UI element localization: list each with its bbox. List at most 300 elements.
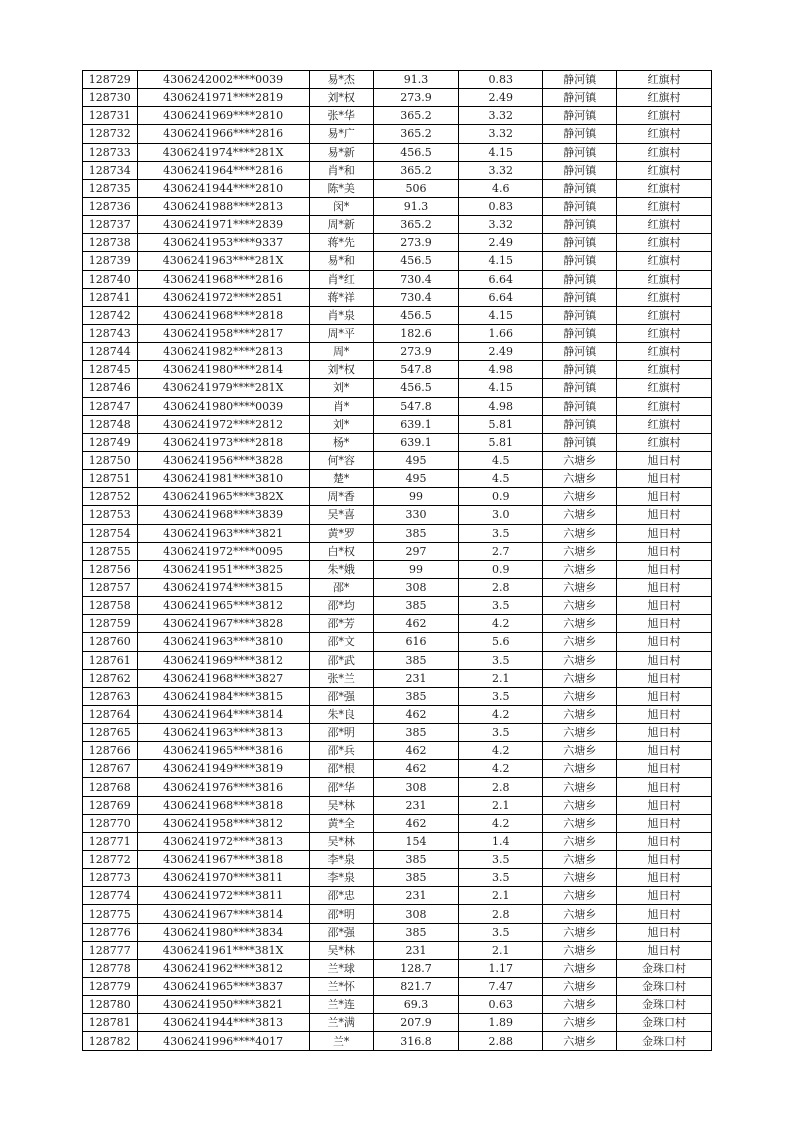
id-number-cell: 4306241971****2839 — [137, 216, 309, 234]
area-cell: 4.6 — [459, 179, 543, 197]
table-row — [83, 524, 712, 542]
row-number-cell: 128759 — [83, 615, 138, 633]
township-cell: 静河镇 — [543, 379, 617, 397]
row-number-cell: 128748 — [83, 415, 138, 433]
name-cell: 蒋*先 — [309, 234, 373, 252]
township-cell: 六塘乡 — [543, 524, 617, 542]
amount-cell: 462 — [373, 705, 458, 723]
amount-cell: 616 — [373, 633, 458, 651]
township-cell: 静河镇 — [543, 415, 617, 433]
row-number-cell: 128776 — [83, 923, 138, 941]
id-number-cell: 4306241963****3813 — [137, 724, 309, 742]
village-cell: 红旗村 — [617, 125, 712, 143]
table-row — [83, 651, 712, 669]
id-number-cell: 4306241980****2814 — [137, 361, 309, 379]
name-cell: 吴*林 — [309, 832, 373, 850]
township-cell: 静河镇 — [543, 89, 617, 107]
id-number-cell: 4306241965****3812 — [137, 597, 309, 615]
area-cell: 2.1 — [459, 941, 543, 959]
area-cell: 3.5 — [459, 851, 543, 869]
table-row — [83, 905, 712, 923]
village-cell: 旭日村 — [617, 832, 712, 850]
township-cell: 六塘乡 — [543, 705, 617, 723]
table-row — [83, 923, 712, 941]
area-cell: 3.0 — [459, 506, 543, 524]
amount-cell: 385 — [373, 524, 458, 542]
name-cell: 刘* — [309, 415, 373, 433]
id-number-cell: 4306241971****2819 — [137, 89, 309, 107]
village-cell: 旭日村 — [617, 560, 712, 578]
row-number-cell: 128771 — [83, 832, 138, 850]
village-cell: 红旗村 — [617, 361, 712, 379]
name-cell: 肖*红 — [309, 270, 373, 288]
table-row — [83, 451, 712, 469]
amount-cell: 456.5 — [373, 143, 458, 161]
village-cell: 旭日村 — [617, 742, 712, 760]
area-cell: 7.47 — [459, 978, 543, 996]
name-cell: 兰*连 — [309, 996, 373, 1014]
name-cell: 周*香 — [309, 488, 373, 506]
amount-cell: 128.7 — [373, 959, 458, 977]
township-cell: 六塘乡 — [543, 832, 617, 850]
village-cell: 旭日村 — [617, 705, 712, 723]
township-cell: 六塘乡 — [543, 742, 617, 760]
village-cell: 红旗村 — [617, 306, 712, 324]
table-row — [83, 306, 712, 324]
id-number-cell: 4306241979****281X — [137, 379, 309, 397]
name-cell: 张*兰 — [309, 669, 373, 687]
township-cell: 静河镇 — [543, 288, 617, 306]
table-row — [83, 941, 712, 959]
name-cell: 陈*美 — [309, 179, 373, 197]
table-row — [83, 887, 712, 905]
row-number-cell: 128751 — [83, 470, 138, 488]
table-row — [83, 832, 712, 850]
row-number-cell: 128781 — [83, 1014, 138, 1032]
area-cell: 3.5 — [459, 869, 543, 887]
township-cell: 六塘乡 — [543, 851, 617, 869]
village-cell: 红旗村 — [617, 71, 712, 89]
row-number-cell: 128778 — [83, 959, 138, 977]
amount-cell: 231 — [373, 796, 458, 814]
row-number-cell: 128770 — [83, 814, 138, 832]
area-cell: 2.7 — [459, 542, 543, 560]
table-row — [83, 470, 712, 488]
amount-cell: 99 — [373, 488, 458, 506]
village-cell: 旭日村 — [617, 651, 712, 669]
amount-cell: 385 — [373, 869, 458, 887]
area-cell: 2.88 — [459, 1032, 543, 1050]
table-row — [83, 1014, 712, 1032]
table-row — [83, 796, 712, 814]
row-number-cell: 128730 — [83, 89, 138, 107]
name-cell: 刘* — [309, 379, 373, 397]
amount-cell: 385 — [373, 851, 458, 869]
table-row — [83, 597, 712, 615]
id-number-cell: 4306241980****3834 — [137, 923, 309, 941]
amount-cell: 456.5 — [373, 379, 458, 397]
name-cell: 朱*良 — [309, 705, 373, 723]
row-number-cell: 128729 — [83, 71, 138, 89]
village-cell: 旭日村 — [617, 615, 712, 633]
amount-cell: 462 — [373, 760, 458, 778]
row-number-cell: 128762 — [83, 669, 138, 687]
id-number-cell: 4306241964****3814 — [137, 705, 309, 723]
amount-cell: 365.2 — [373, 125, 458, 143]
amount-cell: 182.6 — [373, 324, 458, 342]
id-number-cell: 4306241974****281X — [137, 143, 309, 161]
id-number-cell: 4306241973****2818 — [137, 433, 309, 451]
village-cell: 旭日村 — [617, 687, 712, 705]
id-number-cell: 4306241967****3818 — [137, 851, 309, 869]
village-cell: 旭日村 — [617, 597, 712, 615]
township-cell: 静河镇 — [543, 397, 617, 415]
id-number-cell: 4306241972****0095 — [137, 542, 309, 560]
village-cell: 红旗村 — [617, 343, 712, 361]
village-cell: 红旗村 — [617, 252, 712, 270]
name-cell: 刘*权 — [309, 89, 373, 107]
row-number-cell: 128746 — [83, 379, 138, 397]
name-cell: 蒋*祥 — [309, 288, 373, 306]
area-cell: 3.5 — [459, 524, 543, 542]
township-cell: 六塘乡 — [543, 887, 617, 905]
area-cell: 2.8 — [459, 778, 543, 796]
area-cell: 2.49 — [459, 234, 543, 252]
area-cell: 4.15 — [459, 306, 543, 324]
amount-cell: 730.4 — [373, 288, 458, 306]
village-cell: 旭日村 — [617, 778, 712, 796]
row-number-cell: 128774 — [83, 887, 138, 905]
village-cell: 旭日村 — [617, 542, 712, 560]
amount-cell: 91.3 — [373, 71, 458, 89]
name-cell: 杨* — [309, 433, 373, 451]
table-row — [83, 379, 712, 397]
table-row — [83, 669, 712, 687]
name-cell: 周* — [309, 343, 373, 361]
township-cell: 六塘乡 — [543, 578, 617, 596]
row-number-cell: 128739 — [83, 252, 138, 270]
name-cell: 兰*球 — [309, 959, 373, 977]
name-cell: 肖*泉 — [309, 306, 373, 324]
township-cell: 六塘乡 — [543, 615, 617, 633]
id-number-cell: 4306241980****0039 — [137, 397, 309, 415]
data-table — [82, 70, 712, 1051]
township-cell: 六塘乡 — [543, 633, 617, 651]
table-row — [83, 506, 712, 524]
area-cell: 2.1 — [459, 887, 543, 905]
table-row — [83, 125, 712, 143]
area-cell: 4.2 — [459, 615, 543, 633]
table-row — [83, 705, 712, 723]
table-row — [83, 324, 712, 342]
amount-cell: 231 — [373, 941, 458, 959]
township-cell: 六塘乡 — [543, 651, 617, 669]
row-number-cell: 128775 — [83, 905, 138, 923]
name-cell: 周*平 — [309, 324, 373, 342]
amount-cell: 308 — [373, 778, 458, 796]
township-cell: 静河镇 — [543, 125, 617, 143]
id-number-cell: 4306241965****3837 — [137, 978, 309, 996]
township-cell: 六塘乡 — [543, 814, 617, 832]
township-cell: 六塘乡 — [543, 796, 617, 814]
name-cell: 易*和 — [309, 252, 373, 270]
amount-cell: 273.9 — [373, 343, 458, 361]
row-number-cell: 128732 — [83, 125, 138, 143]
village-cell: 红旗村 — [617, 89, 712, 107]
table-row — [83, 107, 712, 125]
amount-cell: 330 — [373, 506, 458, 524]
village-cell: 红旗村 — [617, 324, 712, 342]
table-row — [83, 415, 712, 433]
id-number-cell: 4306241964****2816 — [137, 161, 309, 179]
row-number-cell: 128754 — [83, 524, 138, 542]
id-number-cell: 4306241972****3811 — [137, 887, 309, 905]
area-cell: 1.4 — [459, 832, 543, 850]
table-row — [83, 869, 712, 887]
village-cell: 旭日村 — [617, 524, 712, 542]
id-number-cell: 4306241972****2812 — [137, 415, 309, 433]
area-cell: 0.63 — [459, 996, 543, 1014]
village-cell: 红旗村 — [617, 379, 712, 397]
id-number-cell: 4306241967****3814 — [137, 905, 309, 923]
table-row — [83, 488, 712, 506]
name-cell: 吴*林 — [309, 941, 373, 959]
area-cell: 4.5 — [459, 470, 543, 488]
amount-cell: 385 — [373, 923, 458, 941]
id-number-cell: 4306241958****3812 — [137, 814, 309, 832]
amount-cell: 547.8 — [373, 397, 458, 415]
name-cell: 兰* — [309, 1032, 373, 1050]
id-number-cell: 4306241953****9337 — [137, 234, 309, 252]
row-number-cell: 128772 — [83, 851, 138, 869]
township-cell: 六塘乡 — [543, 488, 617, 506]
id-number-cell: 4306241966****2816 — [137, 125, 309, 143]
area-cell: 3.5 — [459, 724, 543, 742]
area-cell: 5.81 — [459, 433, 543, 451]
amount-cell: 385 — [373, 687, 458, 705]
row-number-cell: 128764 — [83, 705, 138, 723]
name-cell: 易*新 — [309, 143, 373, 161]
table-row — [83, 179, 712, 197]
id-number-cell: 4306241981****3810 — [137, 470, 309, 488]
amount-cell: 730.4 — [373, 270, 458, 288]
row-number-cell: 128761 — [83, 651, 138, 669]
village-cell: 旭日村 — [617, 724, 712, 742]
table-row — [83, 996, 712, 1014]
table-row — [83, 959, 712, 977]
id-number-cell: 4306241944****3813 — [137, 1014, 309, 1032]
row-number-cell: 128740 — [83, 270, 138, 288]
amount-cell: 495 — [373, 470, 458, 488]
township-cell: 静河镇 — [543, 252, 617, 270]
name-cell: 闵* — [309, 197, 373, 215]
township-cell: 六塘乡 — [543, 506, 617, 524]
amount-cell: 231 — [373, 669, 458, 687]
table-row — [83, 778, 712, 796]
name-cell: 邵*忠 — [309, 887, 373, 905]
amount-cell: 365.2 — [373, 161, 458, 179]
amount-cell: 495 — [373, 451, 458, 469]
township-cell: 静河镇 — [543, 361, 617, 379]
row-number-cell: 128758 — [83, 597, 138, 615]
village-cell: 红旗村 — [617, 270, 712, 288]
name-cell: 刘*权 — [309, 361, 373, 379]
table-row — [83, 760, 712, 778]
name-cell: 易*杰 — [309, 71, 373, 89]
area-cell: 4.98 — [459, 397, 543, 415]
table-row — [83, 361, 712, 379]
village-cell: 红旗村 — [617, 143, 712, 161]
table-row — [83, 270, 712, 288]
name-cell: 吴*林 — [309, 796, 373, 814]
amount-cell: 154 — [373, 832, 458, 850]
township-cell: 六塘乡 — [543, 978, 617, 996]
name-cell: 邵* — [309, 578, 373, 596]
village-cell: 金珠口村 — [617, 1032, 712, 1050]
amount-cell: 365.2 — [373, 216, 458, 234]
amount-cell: 273.9 — [373, 89, 458, 107]
table-row — [83, 397, 712, 415]
village-cell: 旭日村 — [617, 669, 712, 687]
id-number-cell: 4306241944****2810 — [137, 179, 309, 197]
table-row — [83, 687, 712, 705]
name-cell: 肖* — [309, 397, 373, 415]
row-number-cell: 128768 — [83, 778, 138, 796]
township-cell: 六塘乡 — [543, 470, 617, 488]
amount-cell: 385 — [373, 651, 458, 669]
area-cell: 4.15 — [459, 252, 543, 270]
id-number-cell: 4306241970****3811 — [137, 869, 309, 887]
township-cell: 静河镇 — [543, 107, 617, 125]
amount-cell: 506 — [373, 179, 458, 197]
table-row — [83, 143, 712, 161]
amount-cell: 99 — [373, 560, 458, 578]
area-cell: 4.2 — [459, 742, 543, 760]
village-cell: 旭日村 — [617, 488, 712, 506]
township-cell: 静河镇 — [543, 433, 617, 451]
village-cell: 旭日村 — [617, 851, 712, 869]
table-row — [83, 71, 712, 89]
area-cell: 3.32 — [459, 125, 543, 143]
row-number-cell: 128757 — [83, 578, 138, 596]
row-number-cell: 128765 — [83, 724, 138, 742]
village-cell: 红旗村 — [617, 288, 712, 306]
row-number-cell: 128745 — [83, 361, 138, 379]
area-cell: 4.2 — [459, 760, 543, 778]
township-cell: 静河镇 — [543, 324, 617, 342]
table-row — [83, 216, 712, 234]
amount-cell: 385 — [373, 724, 458, 742]
id-number-cell: 4306241963****3821 — [137, 524, 309, 542]
area-cell: 5.81 — [459, 415, 543, 433]
row-number-cell: 128780 — [83, 996, 138, 1014]
table-row — [83, 742, 712, 760]
village-cell: 旭日村 — [617, 760, 712, 778]
name-cell: 何*容 — [309, 451, 373, 469]
village-cell: 金珠口村 — [617, 1014, 712, 1032]
id-number-cell: 4306241956****3828 — [137, 451, 309, 469]
table-body — [83, 71, 712, 1051]
table-row — [83, 542, 712, 560]
row-number-cell: 128779 — [83, 978, 138, 996]
table-row — [83, 1032, 712, 1050]
area-cell: 2.8 — [459, 578, 543, 596]
id-number-cell: 4306241972****3813 — [137, 832, 309, 850]
village-cell: 红旗村 — [617, 433, 712, 451]
row-number-cell: 128737 — [83, 216, 138, 234]
table-row — [83, 724, 712, 742]
id-number-cell: 4306241962****3812 — [137, 959, 309, 977]
area-cell: 3.32 — [459, 107, 543, 125]
row-number-cell: 128782 — [83, 1032, 138, 1050]
id-number-cell: 4306242002****0039 — [137, 71, 309, 89]
id-number-cell: 4306241968****3818 — [137, 796, 309, 814]
id-number-cell: 4306241958****2817 — [137, 324, 309, 342]
township-cell: 六塘乡 — [543, 760, 617, 778]
area-cell: 4.2 — [459, 814, 543, 832]
township-cell: 静河镇 — [543, 234, 617, 252]
village-cell: 旭日村 — [617, 887, 712, 905]
village-cell: 红旗村 — [617, 397, 712, 415]
amount-cell: 316.8 — [373, 1032, 458, 1050]
village-cell: 红旗村 — [617, 216, 712, 234]
row-number-cell: 128752 — [83, 488, 138, 506]
amount-cell: 273.9 — [373, 234, 458, 252]
township-cell: 六塘乡 — [543, 941, 617, 959]
area-cell: 4.15 — [459, 143, 543, 161]
name-cell: 朱*娥 — [309, 560, 373, 578]
area-cell: 4.98 — [459, 361, 543, 379]
amount-cell: 231 — [373, 887, 458, 905]
table-row — [83, 161, 712, 179]
amount-cell: 91.3 — [373, 197, 458, 215]
name-cell: 兰*满 — [309, 1014, 373, 1032]
village-cell: 旭日村 — [617, 578, 712, 596]
township-cell: 六塘乡 — [543, 1032, 617, 1050]
area-cell: 1.17 — [459, 959, 543, 977]
township-cell: 六塘乡 — [543, 669, 617, 687]
township-cell: 六塘乡 — [543, 996, 617, 1014]
id-number-cell: 4306241988****2813 — [137, 197, 309, 215]
row-number-cell: 128735 — [83, 179, 138, 197]
id-number-cell: 4306241963****3810 — [137, 633, 309, 651]
area-cell: 1.89 — [459, 1014, 543, 1032]
township-cell: 静河镇 — [543, 270, 617, 288]
row-number-cell: 128763 — [83, 687, 138, 705]
village-cell: 旭日村 — [617, 905, 712, 923]
table-row — [83, 288, 712, 306]
amount-cell: 547.8 — [373, 361, 458, 379]
area-cell: 6.64 — [459, 288, 543, 306]
township-cell: 静河镇 — [543, 179, 617, 197]
area-cell: 4.2 — [459, 705, 543, 723]
township-cell: 静河镇 — [543, 197, 617, 215]
village-cell: 旭日村 — [617, 869, 712, 887]
township-cell: 六塘乡 — [543, 905, 617, 923]
row-number-cell: 128734 — [83, 161, 138, 179]
village-cell: 旭日村 — [617, 633, 712, 651]
id-number-cell: 4306241968****3827 — [137, 669, 309, 687]
amount-cell: 639.1 — [373, 433, 458, 451]
row-number-cell: 128773 — [83, 869, 138, 887]
township-cell: 静河镇 — [543, 216, 617, 234]
table-row — [83, 343, 712, 361]
table-row — [83, 978, 712, 996]
id-number-cell: 4306241950****3821 — [137, 996, 309, 1014]
name-cell: 黄*全 — [309, 814, 373, 832]
village-cell: 旭日村 — [617, 814, 712, 832]
area-cell: 3.5 — [459, 597, 543, 615]
